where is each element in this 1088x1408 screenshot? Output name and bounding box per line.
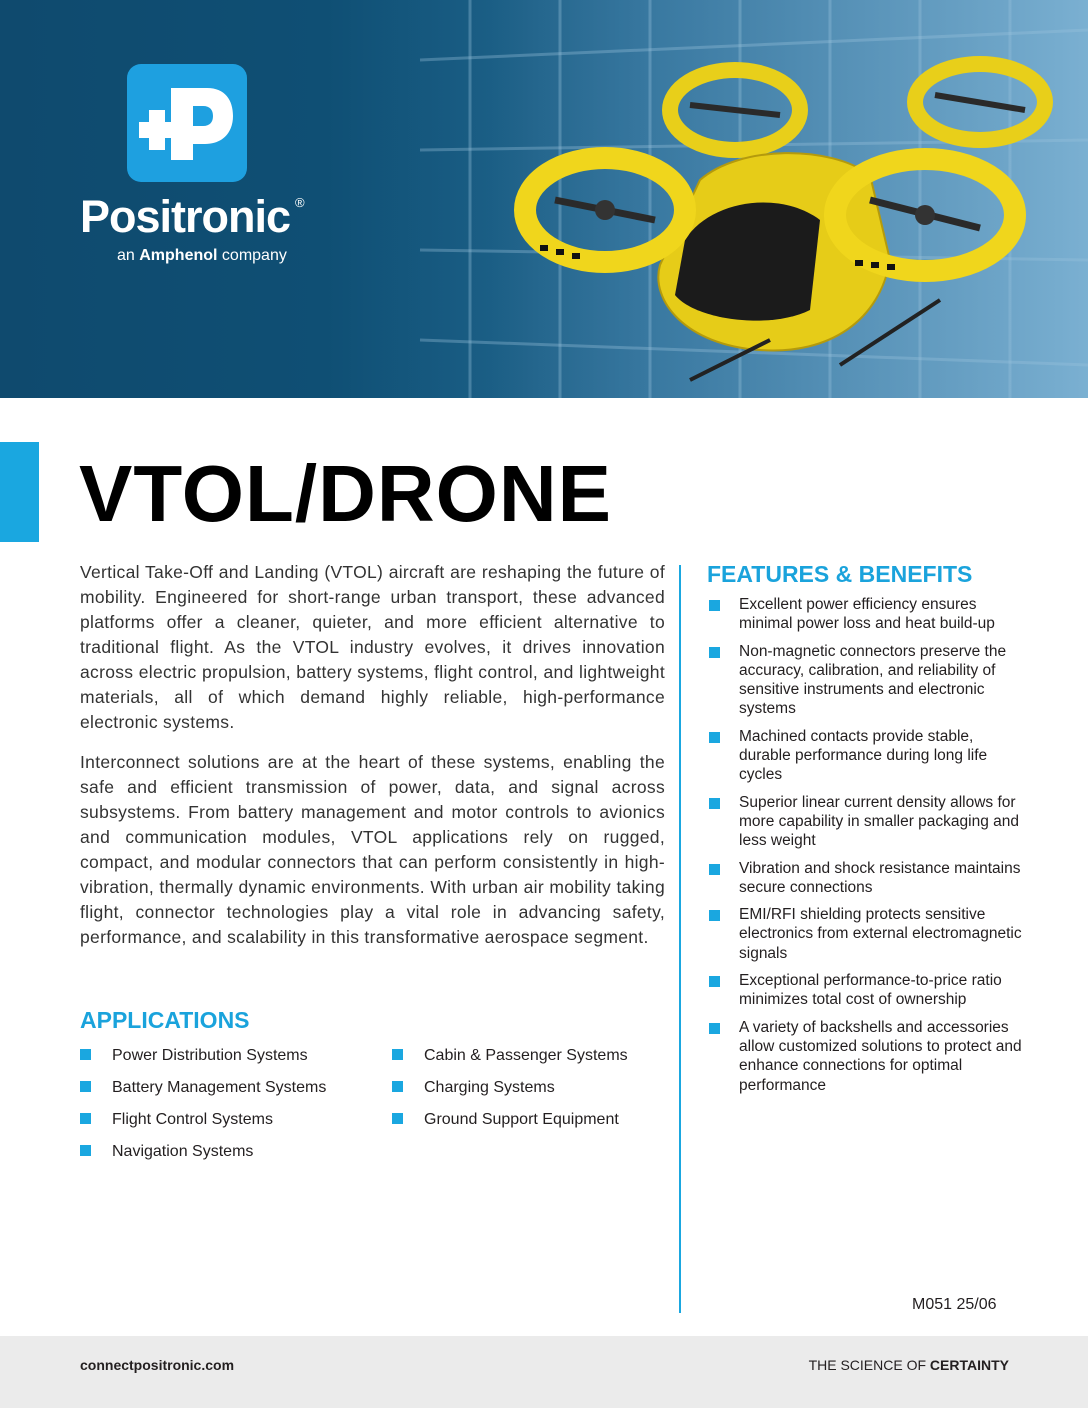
intro-paragraph-2: Interconnect solutions are at the heart of these systems, enabling the safe and efficient transmission of power, data, and signal across subsystems. From battery management and motor controls to avionics and communication modules, VTOL applications rely on rugged, compact, and modular connectors that can perform consistently in high-vibration, thermally dynamic environments. With urban air mobility taking flight, connector technologies play a vital role in advancing safety, performance, and scalability in this transformative aerospace segment. bbox=[80, 752, 665, 947]
list-item: Vibration and shock resistance maintains secure connections bbox=[709, 859, 1029, 898]
footer-website-link[interactable]: connectpositronic.com bbox=[80, 1357, 235, 1373]
list-item: Cabin & Passenger Systems bbox=[392, 1046, 662, 1065]
intro-paragraph-1: Vertical Take-Off and Landing (VTOL) aircraft are reshaping the future of mobility. Engineered for short-range urban transport, these advanced platforms offer a cleaner, quieter, and more efficient alternative to traditional flight. As the VTOL industry evolves, it drives innovation across electric propulsion, battery systems, flight control, and lightweight materials, all of which demand highly reliable, high-performance electronic systems. bbox=[80, 562, 665, 732]
title-accent-bar bbox=[0, 442, 39, 542]
list-item: Battery Management Systems bbox=[80, 1078, 392, 1097]
features-heading: FEATURES & BENEFITS bbox=[707, 561, 973, 587]
brand-tagline: an Amphenol company bbox=[117, 247, 287, 264]
bullet-square-icon bbox=[392, 1113, 403, 1124]
bullet-square-icon bbox=[709, 864, 720, 875]
bullet-square-icon bbox=[392, 1081, 403, 1092]
vtol-drone-image bbox=[510, 50, 1070, 398]
list-item: Excellent power efficiency ensures minimal power loss and heat build-up bbox=[709, 595, 1029, 634]
list-item: Ground Support Equipment bbox=[392, 1110, 662, 1129]
features-list bbox=[709, 595, 1029, 1103]
document-code: M051 25/06 bbox=[912, 1296, 997, 1313]
positronic-logo-mark bbox=[127, 64, 247, 182]
list-item: Charging Systems bbox=[392, 1078, 662, 1097]
applications-heading: APPLICATIONS bbox=[80, 1007, 250, 1033]
list-item: EMI/RFI shielding protects sensitive electronics from external electromagnetic signals bbox=[709, 905, 1029, 963]
bullet-square-icon bbox=[709, 647, 720, 658]
bullet-square-icon bbox=[80, 1145, 91, 1156]
bullet-square-icon bbox=[80, 1049, 91, 1060]
footer bbox=[0, 1336, 1088, 1408]
bullet-square-icon bbox=[80, 1081, 91, 1092]
bullet-square-icon bbox=[709, 732, 720, 743]
bullet-square-icon bbox=[709, 1023, 720, 1034]
bullet-square-icon bbox=[80, 1113, 91, 1124]
page-title: VTOL/DRONE bbox=[79, 449, 613, 538]
bullet-square-icon bbox=[709, 600, 720, 611]
list-item: Superior linear current density allows for more capability in smaller packaging and less weight bbox=[709, 793, 1029, 851]
brand-name: Positronic bbox=[80, 191, 291, 242]
list-item: Non-magnetic connectors preserve the accuracy, calibration, and reliability of sensitive instruments and electronic systems bbox=[709, 642, 1029, 719]
column-divider bbox=[679, 565, 681, 1313]
list-item: Navigation Systems bbox=[80, 1142, 392, 1161]
list-item: Machined contacts provide stable, durable performance during long life cycles bbox=[709, 727, 1029, 785]
bullet-square-icon bbox=[709, 976, 720, 987]
positronic-p-icon bbox=[127, 64, 247, 182]
bullet-square-icon bbox=[392, 1049, 403, 1060]
hero-banner bbox=[0, 0, 1088, 398]
list-item: A variety of backshells and accessories allow customized solutions to protect and enhance connections for optimal performance bbox=[709, 1018, 1029, 1095]
registered-mark: ® bbox=[295, 195, 305, 210]
footer-tagline: THE SCIENCE OF CERTAINTY bbox=[808, 1357, 1009, 1373]
bullet-square-icon bbox=[709, 798, 720, 809]
applications-list bbox=[80, 1046, 660, 1161]
list-item: Flight Control Systems bbox=[80, 1110, 392, 1129]
list-item: Exceptional performance-to-price ratio minimizes total cost of ownership bbox=[709, 971, 1029, 1010]
intro-text bbox=[80, 560, 665, 965]
list-item: Power Distribution Systems bbox=[80, 1046, 392, 1065]
bullet-square-icon bbox=[709, 910, 720, 921]
